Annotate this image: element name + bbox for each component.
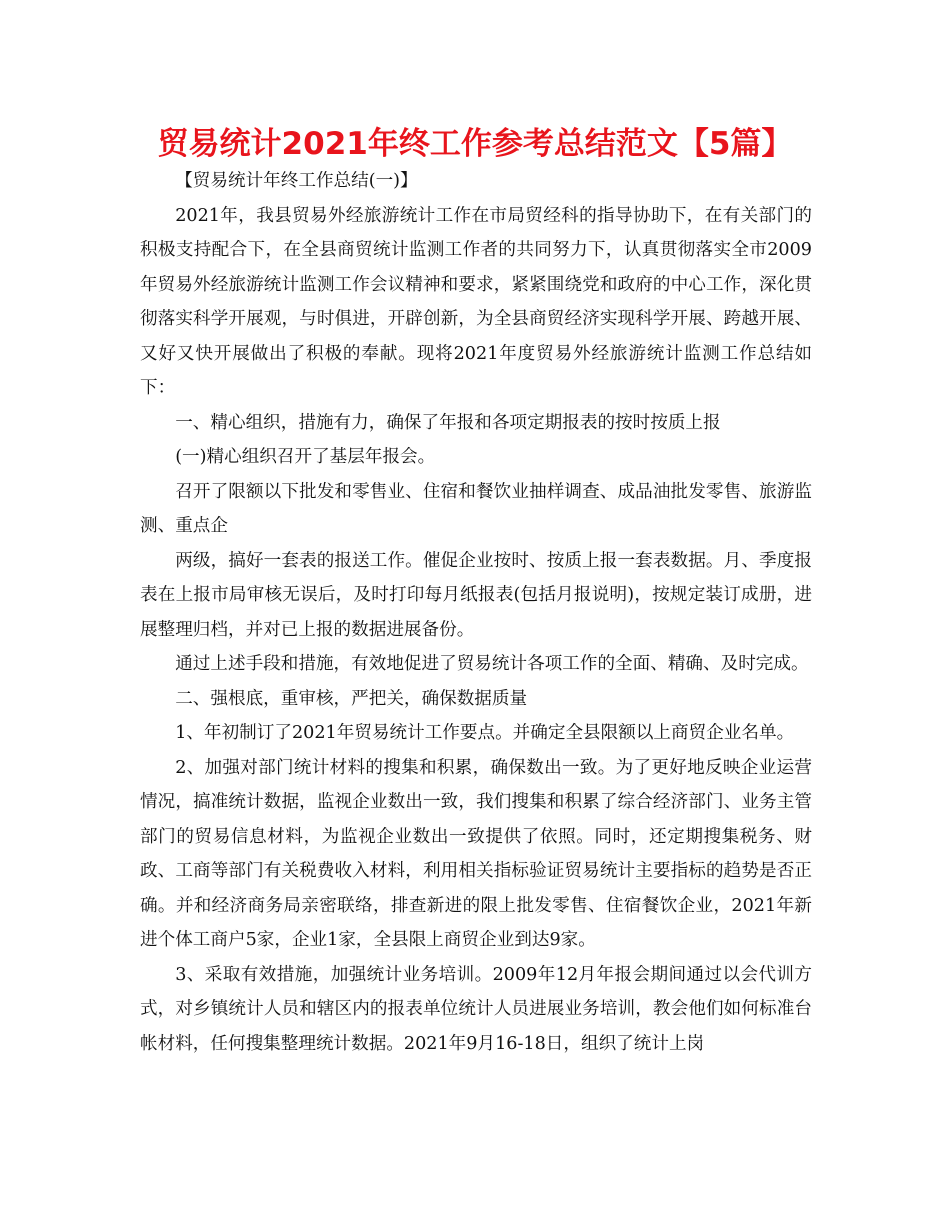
paragraph: 召开了限额以下批发和零售业、住宿和餐饮业抽样调查、成品油批发零售、旅游监测、重点企 [140,481,812,536]
paragraph: 3、采取有效措施，加强统计业务培训。2009年12月年报会期间通过以会代训方式，对乡镇统计人员和辖区内的报表单位统计人员进展业务培训，教会他们如何标准台帐材料，任何搜集整理统计数据。2021年9月16-18日，组织了统计上岗 [140,964,812,1054]
paragraph: 两级，搞好一套表的报送工作。催促企业按时、按质上报一套表数据。月、季度报表在上报市局审核无误后，及时打印每月纸报表(包括月报说明)，按规定装订成册，进展整理归档，并对已上报的数据进展备份。 [140,550,812,640]
paragraph: 2、加强对部门统计材料的搜集和积累，确保数出一致。为了更好地反映企业运营情况，搞准统计数据，监视企业数出一致，我们搜集和积累了综合经济部门、业务主管部门的贸易信息材料，为监视企业数出一致提供了依照。同时，还定期搜集税务、财政、工商等部门有关税费收入材料，利用相关指标验证贸易统计主要指标的趋势是否正确。并和经济商务局亲密联络，排查新进的限上批发零售、住宿餐饮企业，2021年新进个体工商户5家，企业1家，全县限上商贸企业到达9家。 [140,757,812,950]
paragraph: 1、年初制订了2021年贸易统计工作要点。并确定全县限额以上商贸企业名单。 [175,723,795,743]
paragraph: 通过上述手段和措施，有效地促进了贸易统计各项工作的全面、精确、及时完成。 [175,654,809,674]
document-body [140,164,812,1061]
paragraph: (一)精心组织召开了基层年报会。 [175,447,436,467]
document-title: 贸易统计2021年终工作参考总结范文【5篇】 [157,126,793,162]
paragraph: 一、精心组织，措施有力，确保了年报和各项定期报表的按时按质上报 [175,412,721,433]
paragraph: 二、强根底，重审核，严把关，确保数据质量 [175,688,528,709]
paragraph: 2021年，我县贸易外经旅游统计工作在市局贸经科的指导协助下，在有关部门的积极支持配合下，在全县商贸统计监测工作者的共同努力下，认真贯彻落实全市2009年贸易外经旅游统计监测工作会议精神和要求，紧紧围绕党和政府的中心工作，深化贯彻落实科学开展观，与时俱进，开辟创新，为全县商贸经济实现科学开展、跨越开展、又好又快开展做出了积极的奉献。现将2021年度贸易外经旅游统计监测工作总结如下： [140,205,812,398]
paragraph: 【贸易统计年终工作总结(一)】 [175,171,418,191]
